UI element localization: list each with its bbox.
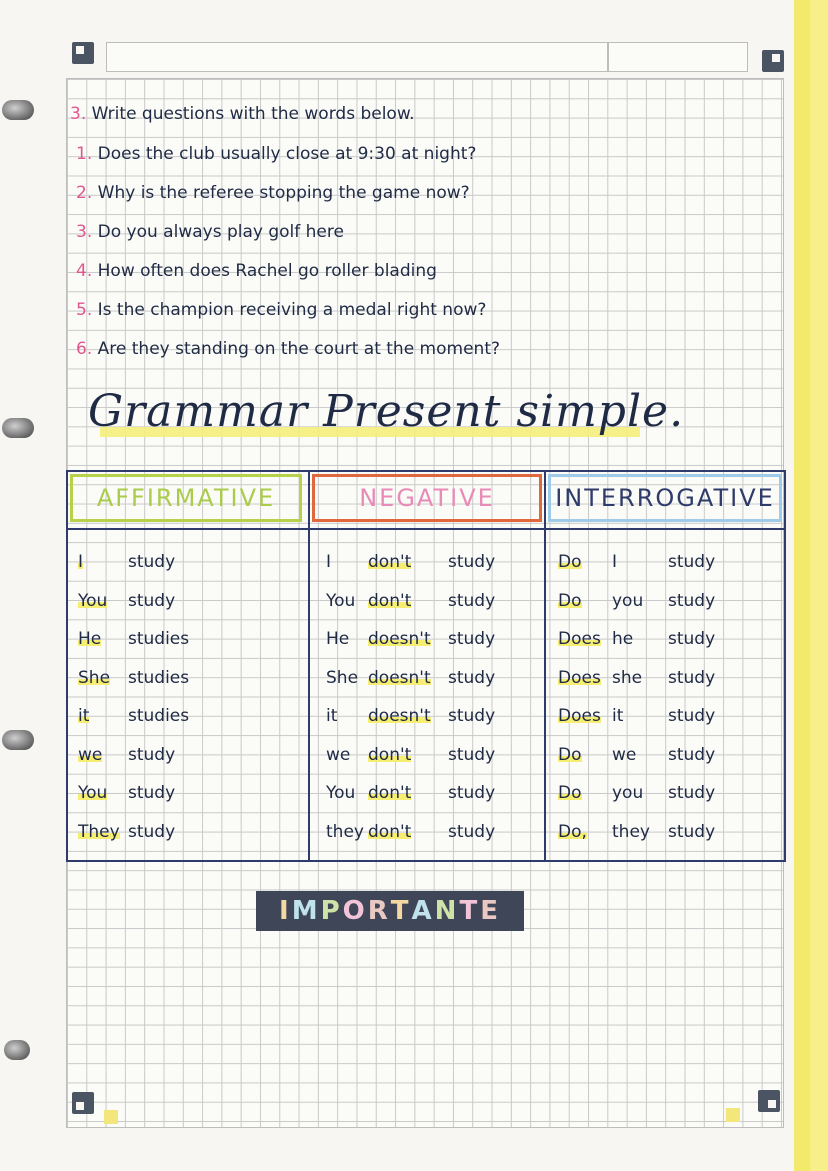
negative-auxiliary: don't (368, 821, 412, 842)
interrogative-verb: study (668, 629, 716, 649)
exercise-item (76, 144, 476, 164)
interrogative-subject: we (612, 744, 637, 765)
affirmative-subject: You (78, 783, 108, 803)
negative-auxiliary: doesn't (368, 706, 431, 726)
interrogative-subject: he (612, 629, 634, 649)
affirmative-subject: You (78, 590, 108, 611)
header-negative: NEGATIVE (312, 474, 542, 522)
sticker-letter: P (320, 896, 343, 926)
exercise-item (76, 300, 486, 320)
interrogative-verb: study (668, 744, 716, 765)
exercise-item (76, 261, 437, 281)
negative-subject: we (326, 744, 351, 765)
sticker-letter: T (390, 896, 412, 926)
negative-subject: they (326, 821, 364, 842)
affirmative-verb: study (128, 783, 176, 803)
affirmative-verb: study (128, 590, 176, 611)
column-divider (308, 472, 310, 860)
binder-ring-icon (2, 100, 34, 120)
negative-subject: You (326, 590, 356, 611)
sticker-letter: A (411, 896, 435, 926)
exercise-item-text: Does the club usually close at 9:30 at night? (97, 144, 477, 164)
interrogative-subject: it (612, 706, 624, 726)
sticker-letter: N (434, 896, 460, 926)
header-box (106, 42, 748, 72)
sticker-letter: M (291, 896, 321, 926)
binder-ring-icon (4, 1040, 30, 1060)
importante-sticker (256, 891, 524, 931)
affirmative-verb: study (128, 552, 176, 572)
negative-subject: I (326, 552, 332, 572)
negative-auxiliary: don't (368, 744, 412, 765)
negative-subject: He (326, 629, 350, 649)
affirmative-subject: it (78, 706, 90, 726)
binder-ring-icon (2, 730, 34, 750)
exercise-item-text: Why is the referee stopping the game now? (97, 183, 470, 203)
corner-mark-icon (762, 50, 784, 72)
exercise-item-number: 1. (76, 144, 93, 164)
negative-verb: study (448, 629, 496, 649)
interrogative-subject: you (612, 590, 644, 611)
exercise-item-number: 5. (76, 300, 93, 320)
sticker-letter: E (480, 896, 501, 926)
exercise-heading-text: Write questions with the words below. (91, 104, 415, 124)
exercise-heading (70, 104, 415, 124)
yellow-page-edge-inner (794, 0, 810, 1171)
interrogative-auxiliary: Do (558, 552, 582, 572)
negative-auxiliary: don't (368, 552, 412, 572)
exercise-item-text: Is the champion receiving a medal right now? (97, 300, 487, 320)
exercise-item-number: 6. (76, 339, 93, 359)
affirmative-subject: He (78, 629, 102, 649)
negative-subject: She (326, 667, 359, 688)
interrogative-subject: she (612, 667, 643, 688)
exercise-item-number: 3. (76, 222, 93, 242)
negative-subject: it (326, 706, 338, 726)
affirmative-verb: study (128, 744, 176, 765)
interrogative-subject: I (612, 552, 618, 572)
negative-verb: study (448, 552, 496, 572)
column-divider (544, 472, 546, 860)
negative-auxiliary: doesn't (368, 629, 431, 649)
exercise-item-number: 4. (76, 261, 93, 281)
interrogative-auxiliary: Does (558, 706, 601, 726)
affirmative-subject: They (78, 821, 120, 842)
interrogative-verb: study (668, 783, 716, 803)
interrogative-verb: study (668, 821, 716, 842)
affirmative-verb: study (128, 821, 176, 842)
negative-auxiliary: don't (368, 590, 412, 611)
exercise-item (76, 183, 470, 203)
header-affirmative: AFFIRMATIVE (70, 474, 302, 522)
interrogative-subject: they (612, 821, 650, 842)
interrogative-verb: study (668, 590, 716, 611)
interrogative-auxiliary: Do, (558, 821, 587, 842)
negative-verb: study (448, 783, 496, 803)
negative-verb: study (448, 590, 496, 611)
affirmative-verb: studies (128, 706, 190, 726)
affirmative-subject: I (78, 552, 84, 572)
affirmative-subject: we (78, 744, 103, 765)
interrogative-verb: study (668, 667, 716, 688)
grammar-table (66, 470, 786, 862)
sticker-letter: I (279, 896, 292, 926)
exercise-number: 3. (70, 104, 87, 124)
corner-mark-icon (758, 1090, 780, 1112)
negative-verb: study (448, 744, 496, 765)
sticker-letter: O (342, 896, 368, 926)
grammar-title: Grammar Present simple. (88, 386, 685, 437)
negative-subject: You (326, 783, 356, 803)
exercise-item (76, 222, 344, 242)
yellow-mark (726, 1108, 740, 1122)
binder-ring-icon (2, 418, 34, 438)
header-interrogative: INTERROGATIVE (548, 474, 782, 522)
interrogative-auxiliary: Does (558, 629, 601, 649)
header-divider (68, 528, 784, 530)
sticker-letter: R (367, 896, 391, 926)
exercise-item-text: Are they standing on the court at the moment? (97, 339, 501, 359)
exercise-item-text: Do you always play golf here (97, 222, 344, 242)
negative-verb: study (448, 821, 496, 842)
affirmative-subject: She (78, 667, 111, 688)
affirmative-verb: studies (128, 629, 190, 649)
corner-mark-icon (72, 42, 94, 64)
interrogative-auxiliary: Do (558, 783, 582, 803)
interrogative-auxiliary: Does (558, 667, 601, 688)
yellow-mark (104, 1110, 118, 1124)
interrogative-subject: you (612, 783, 644, 803)
sticker-letter: T (459, 896, 481, 926)
interrogative-auxiliary: Do (558, 744, 582, 765)
interrogative-verb: study (668, 706, 716, 726)
negative-verb: study (448, 706, 496, 726)
exercise-item-text: How often does Rachel go roller blading (97, 261, 437, 281)
negative-verb: study (448, 667, 496, 688)
negative-auxiliary: don't (368, 783, 412, 803)
negative-auxiliary: doesn't (368, 667, 431, 688)
exercise-item (76, 339, 500, 359)
interrogative-verb: study (668, 552, 716, 572)
exercise-item-number: 2. (76, 183, 93, 203)
interrogative-auxiliary: Do (558, 590, 582, 611)
corner-mark-icon (72, 1092, 94, 1114)
affirmative-verb: studies (128, 667, 190, 688)
